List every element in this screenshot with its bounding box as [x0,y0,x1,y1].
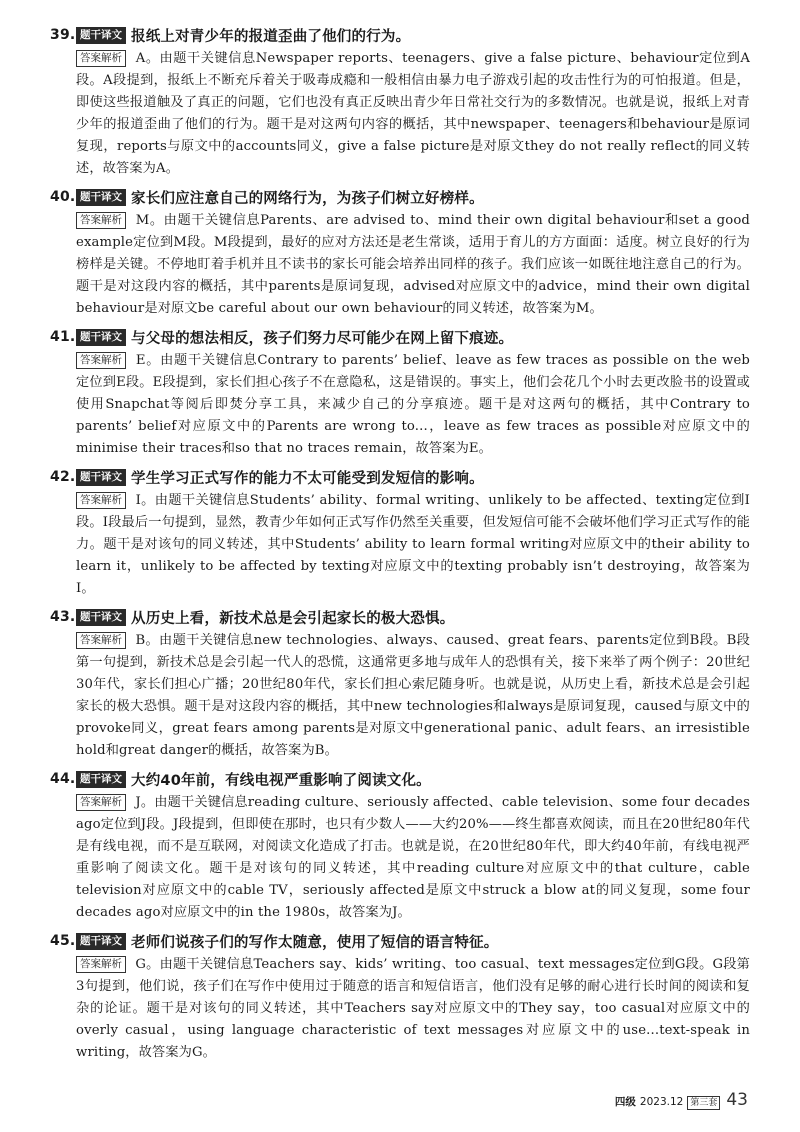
question-translation: 报纸上对青少年的报道歪曲了他们的行为。 [131,28,411,45]
question-header [50,464,750,490]
question-translation: 家长们应注意自己的网络行为，为孩子们树立好榜样。 [131,190,484,207]
analysis-text: J。由题干关键信息reading culture、seriously affected、cable television、some four decades ago定位到J段。J段提到，但即使在那时，也只有少数人——大约20%——终生都喜欢阅读，而且在20世纪80年代是有线电视，而不是互联网，对阅读文化造成了打击。也就是说，在20世纪80年代，即大约40年前，有线电视严重影响了阅读文化。题干是对该句的同义转述，其中reading culture对应原文中的that culture，cable television对应原文中的cable TV，seriously affected是原文中struck a blow at的同义复现，some four decades ago对应原文中的in the 1980s，故答案为J。 [76,795,750,920]
page-footer [615,1090,748,1110]
answer-analysis [76,48,750,180]
question-number: 41. [50,329,76,345]
question-translation: 大约40年前，有线电视严重影响了阅读文化。 [131,772,431,789]
question-header [50,22,750,48]
analysis-tag: 答案解析 [76,212,126,229]
translation-tag: 题干译文 [76,933,126,950]
question-item [50,604,750,762]
question-item [50,324,750,460]
analysis-tag: 答案解析 [76,956,126,973]
analysis-text: G。由题干关键信息Teachers say、kids’ writing、too casual、text messages定位到G段。G段第3句提到，他们说，孩子们在写作中使用过于随意的语言和短信语言，他们没有足够的耐心进行长时间的阅读和复杂的论证。题干是对该句的同义转述，其中Teachers say对应原文中的They say，too casual对应原文中的overly casual，using language characteristic of text messages对应原文中的use...text-speak in writing，故答案为G。 [76,957,750,1060]
question-header [50,324,750,350]
exam-level: 四级 [614,1096,636,1108]
question-number: 43. [50,609,76,625]
translation-tag: 题干译文 [76,27,126,44]
translation-tag: 题干译文 [76,329,126,346]
analysis-text: I。由题干关键信息Students’ ability、formal writing、unlikely to be affected、texting定位到I段。I段最后一句提到，显然，教青少年如何正式写作仍然至关重要，但发短信可能不会破坏他们学习正式写作的能力。题干是对该句的同义转述，其中Students’ ability to learn formal writing对应原文中的their ability to learn it，unlikely to be affected by texting对应原文中的texting probably isn’t destroying，故答案为I。 [76,493,750,596]
translation-tag: 题干译文 [76,609,126,626]
question-header [50,604,750,630]
question-item [50,766,750,924]
analysis-text: A。由题干关键信息Newspaper reports、teenagers、give a false picture、behaviour定位到A段。A段提到，报纸上不断充斥着关于吸毒成瘾和一般相信由暴力电子游戏引起的攻击性行为的可怕报道。但是，即使这些报道触及了真正的问题，它们也没有真正反映出青少年日常社交行为的多数情况。也就是说，报纸上对青少年的报道歪曲了他们的行为。题干是对这两句内容的概括，其中newspaper、teenagers和behaviour是原词复现，reports与原文中的accounts同义，give a false picture是对原文they do not really reflect的同义转述，故答案为A。 [76,51,751,176]
question-number: 45. [50,933,76,949]
question-item [50,184,750,320]
question-header [50,766,750,792]
translation-tag: 题干译文 [76,469,126,486]
question-translation: 学生学习正式写作的能力不太可能受到发短信的影响。 [131,470,484,487]
answer-analysis [76,490,750,600]
answer-analysis [76,210,750,320]
analysis-text: E。由题干关键信息Contrary to parents’ belief、leave as few traces as possible on the web定位到E段。E段提到，家长们担心孩子不在意隐私，这是错误的。事实上，他们会花几个小时去更改脸书的设置或使用Snapchat等阅后即焚分享工具，来减少自己的分享痕迹。题干是对这两句的概括，其中Contrary to parents’ belief对应原文中的Parents are wrong to...，leave as few traces as possible对应原文中的minimise their traces和so that no traces remain，故答案为E。 [76,353,750,456]
analysis-tag: 答案解析 [76,492,126,509]
answer-analysis [76,350,750,460]
question-number: 42. [50,469,76,485]
analysis-tag: 答案解析 [76,352,126,369]
question-item [50,22,750,180]
exam-set-badge: 第三套 [687,1096,720,1110]
question-number: 39. [50,27,76,43]
question-item [50,928,750,1064]
answer-analysis [76,792,750,924]
question-number: 44. [50,771,76,787]
question-list [50,22,750,1068]
exam-date: 2023.12 [639,1096,684,1108]
answer-analysis [76,630,750,762]
analysis-text: B。由题干关键信息new technologies、always、caused、great fears、parents定位到B段。B段第一句提到，新技术总是会引起一代人的恐慌，这通常更多地与成年人的恐惧有关，接下来举了两个例子：20世纪30年代，家长们担心广播；20世纪80年代，家长们担心索尼随身听。也就是说，从历史上看，新技术总是会引起家长的极大恐惧。题干是对这段内容的概括，其中new technologies和always是原词复现，caused与原文中的provoke同义，great fears among parents是对原文中generational panic、adult fears、an irresistible hold和great danger的概括，故答案为B。 [76,633,751,758]
question-number: 40. [50,189,76,205]
analysis-text: M。由题干关键信息Parents、are advised to、mind their own digital behaviour和set a good example定位到M段。M段提到，最好的应对方法还是老生常谈，适用于育儿的方方面面：适度。树立良好的行为榜样是关键。不停地盯着手机并且不读书的家长可能会培养出同样的孩子。我们应该一如既往地注意自己的行为。题干是对这段内容的概括，其中parents是原词复现，advised对应原文中的advice，mind their own digital behaviour是对原文be careful about our own behaviour的同义转述，故答案为M。 [76,213,751,316]
translation-tag: 题干译文 [76,189,126,206]
analysis-tag: 答案解析 [76,50,126,67]
analysis-tag: 答案解析 [76,794,126,811]
question-item [50,464,750,600]
question-header [50,928,750,954]
question-header [50,184,750,210]
answer-analysis [76,954,750,1064]
question-translation: 老师们说孩子们的写作太随意，使用了短信的语言特征。 [131,934,499,951]
question-translation: 从历史上看，新技术总是会引起家长的极大恐惧。 [131,610,455,627]
analysis-tag: 答案解析 [76,632,126,649]
page-number: 43 [726,1090,748,1110]
translation-tag: 题干译文 [76,771,126,788]
question-translation: 与父母的想法相反，孩子们努力尽可能少在网上留下痕迹。 [131,330,514,347]
